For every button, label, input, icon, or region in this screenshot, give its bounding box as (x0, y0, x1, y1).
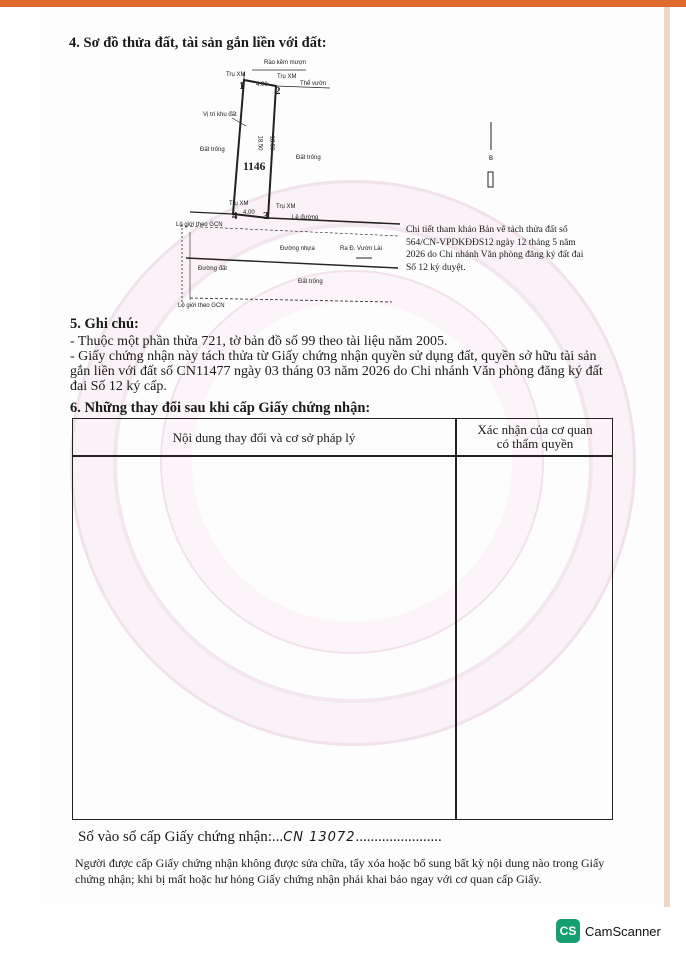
label-tru-xm-4: Trụ XM (229, 201, 249, 207)
section4-heading: 4. Sơ đồ thửa đất, tài sản gắn liền với đất: (69, 35, 327, 51)
dim-left: 18.50 (256, 135, 263, 151)
point-1: 1 (239, 80, 245, 92)
registry-trail: ....................... (355, 829, 442, 845)
point-3: 3 (263, 210, 269, 222)
note-2-line-2: gắn liền với đất số CN11477 ngày 03 tháng 03 năm 2026 do Chi nhánh Văn phòng đăng ký đất (70, 364, 603, 379)
table-header-content: Nội dung thay đổi và cơ sở pháp lý (172, 430, 356, 445)
registry-number-line (78, 829, 442, 846)
table-header-authority (457, 423, 613, 451)
label-rao-kem: Rào kẽm mượn (264, 60, 306, 66)
note-2-line-3: đai Số 12 ký cấp. (70, 379, 167, 394)
label-dat-trong-right: Đất trống (296, 155, 321, 161)
dim-right: 18.50 (268, 135, 275, 151)
camscanner-label: CamScanner (585, 923, 661, 939)
changes-table (72, 418, 613, 820)
label-duong-dat: Đường đất (198, 266, 227, 272)
label-lo-gioi-2: Lộ giới theo GCN (178, 303, 225, 309)
footer-note: Người được cấp Giấy chứng nhận không được sửa chữa, tẩy xóa hoặc bổ sung bất kỳ nội dung nào trong Giấy chứng nhận; khi bị mất hoặc hư hỏng Giấy chứng nhận phải khai báo ngay với cơ quan cấp Giấy. (75, 856, 605, 886)
authority-line-1: Xác nhận của cơ quan (477, 422, 593, 437)
point-4: 4 (232, 210, 238, 222)
registry-label: Số vào sổ cấp Giấy chứng nhận:... (78, 829, 284, 845)
label-lo-gioi-1: Lộ giới theo GCN (176, 222, 223, 228)
note-1: - Thuộc một phần thửa 721, tờ bản đồ số 99 theo tài liệu năm 2005. (70, 334, 448, 349)
label-the-vuon: Thể vườn (300, 81, 327, 87)
authority-line-2: có thẩm quyền (496, 436, 574, 451)
table-column-divider (455, 419, 457, 819)
point-2: 2 (275, 85, 281, 97)
section6-heading: 6. Những thay đổi sau khi cấp Giấy chứng nhận: (70, 400, 371, 416)
label-tru-xm-2: Trụ XM (277, 74, 297, 80)
section5-heading: 5. Ghi chú: (70, 316, 139, 332)
table-header-divider (73, 455, 612, 457)
label-tru-xm-3: Trụ XM (276, 204, 296, 210)
registry-value: CN 13072 (283, 830, 356, 845)
label-ra-duong: Ra Đ. Vườn Lài (340, 246, 382, 252)
note-2-line-1: - Giấy chứng nhận này tách thửa từ Giấy chứng nhận quyền sử dụng đất, quyền sở hữu tài sản (70, 349, 597, 364)
label-dat-trong-bottom: Đất trống (298, 279, 323, 285)
parcel-number: 1146 (243, 161, 266, 173)
camscanner-icon: CS (556, 919, 580, 943)
label-dat-trong-left: Đất trống (200, 147, 225, 153)
label-le-duong: Lề đường (292, 215, 319, 221)
reference-note: Chi tiết tham khảo Bản vẽ tách thửa đất số 564/CN-VPDKĐĐS12 ngày 12 tháng 5 năm 2026 do Chi nhánh Văn phòng đăng ký đất đai Số 12 ký duyệt. (406, 225, 584, 273)
label-tru-xm-1: Trụ XM (226, 72, 246, 78)
camscanner-badge (556, 919, 661, 943)
label-duong-nhua: Đường nhựa (280, 246, 315, 252)
north-marker: B (488, 156, 494, 162)
dim-bottom: 4.00 (243, 210, 255, 216)
label-vi-tri: Vị trí khu đất (203, 112, 237, 118)
dim-top: 4.00 (256, 82, 268, 88)
